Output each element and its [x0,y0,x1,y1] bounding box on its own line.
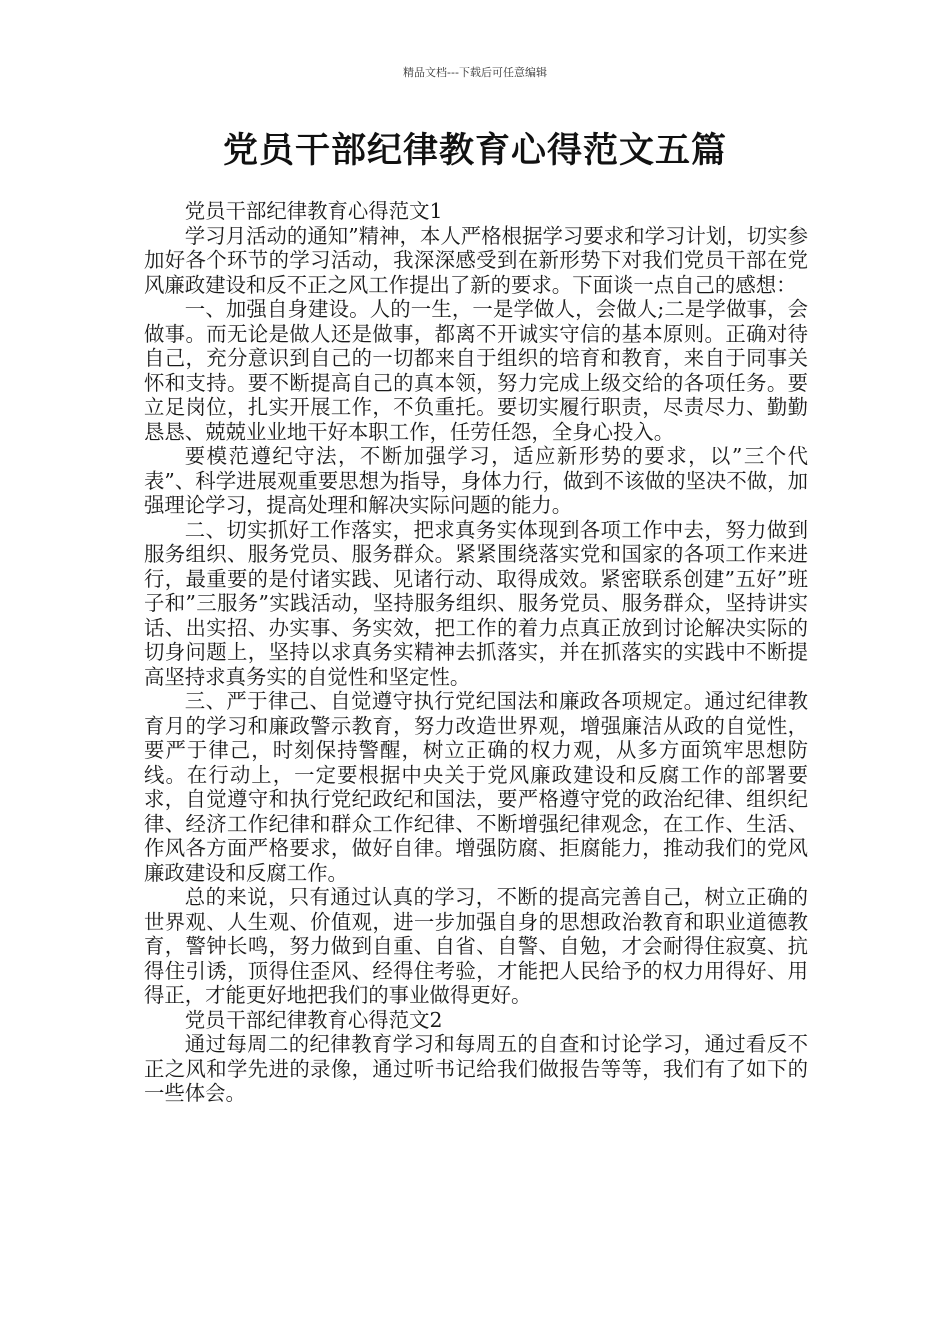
body-paragraph: 总的来说，只有通过认真的学习，不断的提高完善自己，树立正确的世界观、人生观、价值观，进一步加强自身的思想政治教育和职业道德教育，警钟长鸣，努力做到自重、自省、自警、自勉，才会耐得住寂寞、抗得住引诱，顶得住歪风、经得住考验，才能把人民给予的权力用得好、用得正，才能更好地把我们的事业做得更好。 [144,885,808,1007]
document-body [144,199,808,1106]
body-paragraph: 一、加强自身建设。人的一生，一是学做人，会做人;二是学做事，会做事。而无论是做人还是做事，都离不开诚实守信的基本原则。正确对待自己，充分意识到自己的一切都来自于组织的培育和教育，来自于同事关怀和支持。要不断提高自己的真本领，努力完成上级交给的各项任务。要立足岗位，扎实开展工作，不负重托。要切实履行职责，尽责尽力、勤勤恳恳、兢兢业业地干好本职工作，任劳任怨，全身心投入。 [144,297,808,444]
document-title: 党员干部纪律教育心得范文五篇 [222,131,727,171]
body-paragraph: 二、切实抓好工作落实，把求真务实体现到各项工作中去，努力做到服务组织、服务党员、服务群众。紧紧围绕落实党和国家的各项工作来进行，最重要的是付诸实践、见诸行动、取得成效。紧密联系创建”五好”班子和”三服务”实践活动，坚持服务组织、服务党员、服务群众，坚持讲实话、出实招、办实事、务实效，把工作的着力点真正放到讨论解决实际的切身问题上，坚持以求真务实精神去抓落实，并在抓落实的实践中不断提高坚持求真务实的自觉性和坚定性。 [144,517,808,689]
page-header-note: 精品文档---下载后可任意编辑 [403,66,547,79]
body-paragraph: 要模范遵纪守法，不断加强学习，适应新形势的要求，以”三个代表”、科学进展观重要思想为指导，身体力行，做到不该做的坚决不做，加强理论学习，提高处理和解决实际问题的能力。 [144,444,808,517]
body-paragraph: 三、严于律己、自觉遵守执行党纪国法和廉政各项规定。通过纪律教育月的学习和廉政警示教育，努力改造世界观，增强廉洁从政的自觉性，要严于律己，时刻保持警醒，树立正确的权力观，从多方面筑牢思想防线。在行动上，一定要根据中央关于党风廉政建设和反腐工作的部署要求，自觉遵守和执行党纪政纪和国法，要严格遵守党的政治纪律、组织纪律、经济工作纪律和群众工作纪律、不断增强纪律观念，在工作、生活、作风各方面严格要求，做好自律。增强防腐、拒腐能力，推动我们的党风廉政建设和反腐工作。 [144,689,808,885]
body-paragraph: 学习月活动的通知”精神，本人严格根据学习要求和学习计划，切实参加好各个环节的学习活动，我深深感受到在新形势下对我们党员干部在党风廉政建设和反不正之风工作提出了新的要求。下面谈一点自己的感想： [144,223,808,297]
body-paragraph: 通过每周二的纪律教育学习和每周五的自查和讨论学习，通过看反不正之风和学先进的录像，通过听书记给我们做报告等等，我们有了如下的一些体会。 [144,1032,808,1105]
section-heading-2: 党员干部纪律教育心得范文2 [184,1007,443,1032]
section-heading-1: 党员干部纪律教育心得范文1 [184,199,443,223]
